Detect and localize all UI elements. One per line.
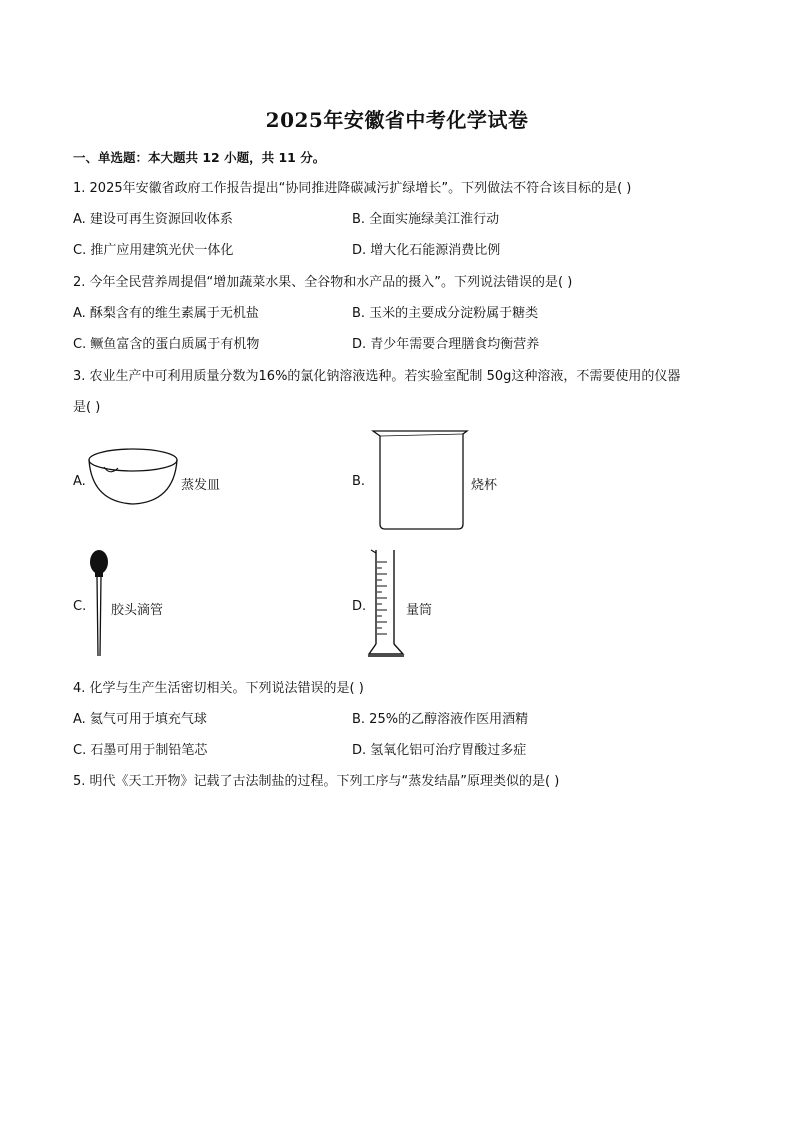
question-3-option-a-letter: A. [73, 474, 86, 489]
question-1-option-c: C. 推广应用建筑光伏一体化 [73, 243, 234, 258]
question-1-option-d: D. 增大化石能源消费比例 [352, 243, 501, 258]
question-3-option-d-letter: D. [352, 599, 367, 614]
question-4-option-d: D. 氢氧化铝可治疗胃酸过多症 [352, 743, 527, 758]
question-2-stem: 2. 今年全民营养周提倡“增加蔬菜水果、全谷物和水产品的摄入”。下列说法错误的是( ) [73, 275, 573, 290]
question-3-option-c-name: 胶头滴管 [111, 603, 164, 618]
question-4-option-b: B. 25%的乙醇溶液作医用酒精 [352, 712, 529, 727]
question-4-stem: 4. 化学与生产生活密切相关。下列说法错误的是( ) [73, 681, 364, 696]
question-2-option-d: D. 青少年需要合理膳食均衡营养 [352, 337, 540, 352]
question-2-option-a: A. 酥梨含有的维生素属于无机盐 [73, 306, 259, 321]
question-3-option-c-letter: C. [73, 599, 87, 614]
dropper-icon [88, 548, 110, 660]
section-heading: 一、单选题：本大题共 12 小题，共 11 分。 [73, 150, 326, 165]
beaker-icon [370, 428, 470, 532]
question-1-option-a: A. 建设可再生资源回收体系 [73, 212, 233, 227]
question-3-option-b-name: 烧杯 [471, 478, 498, 493]
question-2-option-c: C. 鳜鱼富含的蛋白质属于有机物 [73, 337, 260, 352]
question-5-stem: 5. 明代《天工开物》记载了古法制盐的过程。下列工序与“蒸发结晶”原理类似的是( ) [73, 774, 560, 789]
question-1-stem: 1. 2025年安徽省政府工作报告提出“协同推进降碳减污扩绿增长”。下列做法不符合该目标的是( ) [73, 181, 632, 196]
exam-title: 2025年安徽省中考化学试卷 [265, 108, 529, 132]
question-2-option-b: B. 玉米的主要成分淀粉属于糖类 [352, 306, 539, 321]
question-3-stem-line-2: 是( ) [73, 400, 101, 415]
question-3-option-b-letter: B. [352, 474, 366, 489]
question-4-option-c: C. 石墨可用于制铅笔芯 [73, 743, 208, 758]
question-3-stem-line-1: 3. 农业生产中可利用质量分数为16%的氯化钠溶液选种。若实验室配制 50g这种溶液，不需要使用的仪器 [73, 369, 681, 384]
question-3-option-a-name: 蒸发皿 [181, 478, 221, 493]
question-3-option-d-name: 量筒 [406, 603, 433, 618]
evaporating-dish-icon [88, 440, 180, 510]
graduated-cylinder-icon [367, 548, 407, 660]
question-1-option-b: B. 全面实施绿美江淮行动 [352, 212, 500, 227]
question-4-option-a: A. 氦气可用于填充气球 [73, 712, 207, 727]
